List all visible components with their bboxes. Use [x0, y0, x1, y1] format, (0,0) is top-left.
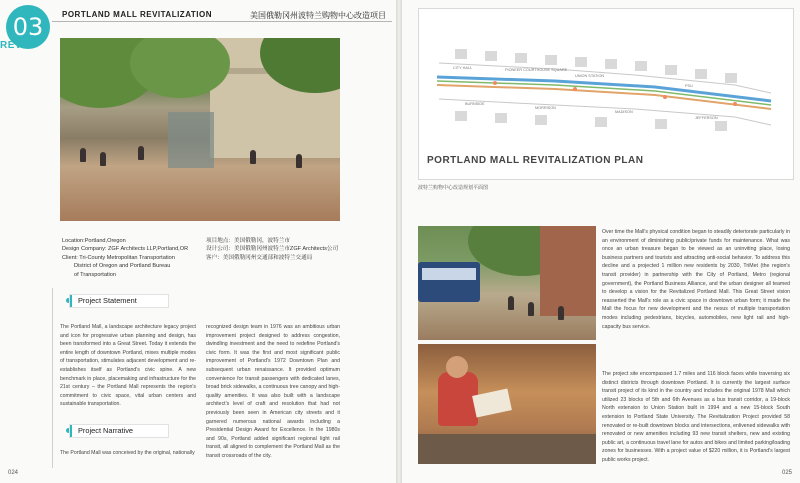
streetcar-windows: [422, 268, 476, 280]
pedestrian: [558, 306, 564, 320]
page-title-en: PORTLAND MALL REVITALIZATION: [62, 10, 212, 19]
stone-bench: [418, 434, 596, 464]
plan-label: UNION STATION: [575, 74, 605, 78]
brick-building: [540, 226, 596, 316]
plan-label: JEFFERSON: [695, 116, 718, 120]
chapter-tag: REV: [0, 40, 23, 51]
info-client-cont: of Transportation: [74, 271, 116, 278]
page-number-right: 025: [781, 470, 792, 476]
pedestrian: [100, 152, 106, 166]
seated-reader-photo: [418, 344, 596, 464]
right-page: [402, 0, 800, 483]
plan-label: MADISON: [615, 110, 633, 114]
page-header: [52, 10, 392, 22]
project-info-cn: [206, 237, 366, 262]
transit-shelter: [168, 112, 214, 168]
narrative-start: The Portland Mall was conceived by the original, nationally: [60, 450, 195, 456]
pedestrian: [250, 150, 256, 164]
plan-label: PIONEER COURTHOUSE SQUARE: [505, 68, 568, 72]
person-head: [446, 356, 468, 378]
plan-label: MORRISON: [535, 106, 556, 110]
pedestrian: [528, 302, 534, 316]
info-client-cont: District of Oregon and Portland Bureau: [74, 263, 171, 270]
plan-label: PSU: [685, 84, 693, 88]
plan-map: [435, 41, 775, 133]
pedestrian: [296, 154, 302, 168]
body-text-column-2: The project site encompassed 1.7 miles and 116 block faces while traversing six distinct districts through downtown Portland. It is currently the largest surface transit project of its kind in the country and includes the original 1978 Mall which utilized 23 blocks of 5th and 6th Avenues as a bus transit corridor, a 19-block North extension to Union Station built in 1994 and a new 15-block South extension to Portland State University. The Revitalization Project provided 58 renovated or re-built downtown blocks and intersections, enlivened sidewalks with renovated or new amenities including 93 new transit shelters, new and existing public art, a continuous travel lane for autos and bikes and limited parking/loading zones for businesses. With a project value of $220 million, it is Portland's largest public works project.: [602, 371, 790, 463]
info-design-company-cn: 设计公司：美国俄勒冈州波特兰市ZGF Architects公司: [206, 246, 339, 253]
project-info-en: [62, 237, 222, 279]
plan-label: BURNSIDE: [465, 102, 485, 106]
plan-label: CITY HALL: [453, 66, 473, 70]
newspaper: [472, 388, 512, 417]
info-client: Client: Tri-County Metropolitan Transportation: [62, 254, 175, 261]
streetcar-photo: [418, 226, 596, 340]
left-page: [0, 0, 396, 483]
page-title-cn: 美国俄勒冈州波特兰购物中心改造项目: [250, 11, 386, 20]
section-heading-label: Project Statement: [78, 296, 137, 305]
statement-column-2: recognized design team in 1976 was an ambitious urban improvement project designed to address congestion, dwindling investment and the need to redefine Portland's civic form. It was the first and most significant public improvement of Portland's 1972 Downtown Plan and subsequent urban renaissance. It provided optimum convenience for transit passengers with dedicated lanes, broad brick sidewalks, a continuous tree canopy and high-quality amenities. It was also built with a landscape architect's level of craft and resolution that had not previously been seen in American city streets and it garnered numerous national awards including a Presidential Design Award for Excellence. In the 1980s and 90s, Portland added significant regional light rail transit, all aligned to complement the Portland Mall as the transit crossroads of the city.: [206, 324, 340, 459]
chapter-number: 03: [12, 13, 44, 41]
statement-column-1: The Portland Mall, a landscape architecture legacy project and icon for progressive urban planning and design, has been transformed into a Great Street. Today it extends the entire length of downtown Portland, mixes multiple modes of transportation, stimulates adjacent development and re-establishes itself as Portland's civic spine. A new benchmark in place, placemaking and infrastructure for the 21st century – the Portland Mall represents the region's commitment to civic space, vital urban centers and sustainable transportation.: [60, 324, 196, 408]
margin-rule: [52, 288, 53, 468]
pedestrian: [138, 146, 144, 160]
info-design-company: Design Company: ZGF Architects LLP,Portland,OR: [62, 246, 189, 253]
revitalization-plan: [418, 8, 794, 180]
info-location-cn: 项目地点：美国俄勒冈，波特兰市: [206, 238, 290, 244]
info-location: Location:Portland,Oregon: [62, 238, 126, 244]
plan-caption: 波特兰购物中心改造规划平面图: [418, 185, 489, 191]
info-client-cn: 客户：美国俄勒冈州交通部和波特兰交通局: [206, 254, 313, 261]
section-heading-narrative: [70, 425, 168, 437]
street-photo: [60, 38, 340, 221]
pedestrian: [80, 148, 86, 162]
pedestrian: [508, 296, 514, 310]
section-heading-statement: [70, 295, 168, 307]
page-number-left: 024: [8, 470, 19, 476]
plan-title: PORTLAND MALL REVITALIZATION PLAN: [427, 155, 644, 166]
section-heading-label: Project Narrative: [78, 426, 134, 435]
body-text-column-1: Over time the Mall's physical condition began to steadily deteriorate particularly in an environment of diminishing public/private funds for maintenance. What was once an urban treasure began to be viewed as an uninviting place, losing business partners and tourists and attracting anti-social behavior. To address this decline and a projected 1 million new residents by 2030, TriMet (the region's transit provider) in partnership with the City of Portland, Metro (regional government), the Portland Business Alliance, and the urban designer all teamed to develop a vision for the Revitalized Portland Mall. This Great Street vision reasserted the Mall's role as a civic space in downtown urban form; it made the Mall the focus for new development and the nexus of multiple transportation modes including pedestrians, bicycles, automobiles, new light rail and high-capacity bus service.: [602, 229, 790, 330]
